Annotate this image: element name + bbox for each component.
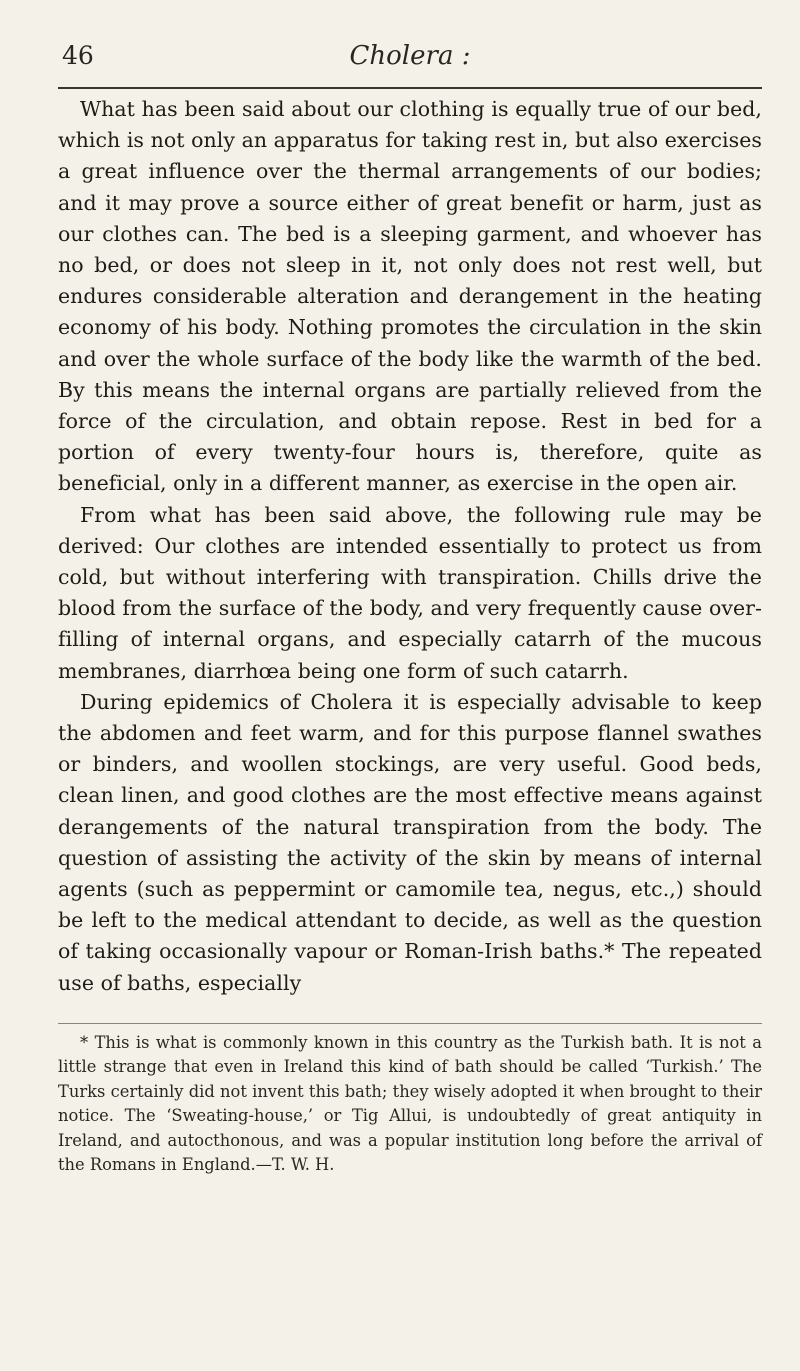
page-header (58, 40, 762, 80)
footnote-text: * This is what is commonly known in this country as the Turkish bath. It is not a little strange that even in Ireland this kind of bath should be called ‘Turkish.’ The Turks certainly did not invent this bath; they wisely adopted it when brought to their notice. The ‘Sweating-house,’ or Tig Allui, is undoubtedly of great antiquity in Ireland, and autocthonous, and was a popular institution long before the arrival of the Romans in England.—T. W. H. (58, 1033, 762, 1175)
running-title: Cholera : (349, 41, 471, 71)
main-text (58, 94, 762, 999)
footnote-rule (58, 1023, 762, 1024)
page-number: 46 (62, 41, 94, 70)
paragraph-bed: What has been said about our clothing is equally true of our bed, which is not only an apparatus for taking rest in, but also exercises a great influence over the thermal arrangements of our bodies; and it may prove a source either of great benefit or harm, just as our clothes can. The bed is a sleeping garment, and whoever has no bed, or does not sleep in it, not only does not rest well, but endures considerable alteration and derangement in the heating economy of his body. Nothing promotes the circulation in the skin and over the whole surface of the body like the warmth of the bed. By this means the internal organs are partially relieved from the force of the circulation, and obtain repose. Rest in bed for a portion of every twenty-four hours is, therefore, quite as beneficial, only in a different manner, as exercise in the open air. (58, 97, 762, 496)
footnote (58, 1031, 762, 1177)
paragraph-clothing-rule: From what has been said above, the following rule may be derived: Our clothes are intended essentially to protect us from cold, but without interfering with transpiration. Chills drive the blood from the surface of the body, and very frequently cause over-filling of internal organs, and especially catarrh of the mucous membranes, diarrhœa being one form of such catarrh. (58, 502, 762, 683)
header-rule (58, 87, 762, 89)
paragraph-epidemics: During epidemics of Cholera it is especially advisable to keep the abdomen and feet warm, and for this purpose flannel swathes or binders, and woollen stockings, are very useful. Good beds, clean linen, and good clothes are the most effective means against derangements of the natural transpiration from the body. The question of assisting the activity of the skin by means of internal agents (such as peppermint or camomile tea, negus, etc.,) should be left to the medical attendant to decide, as well as the question of taking occasionally vapour or Roman-Irish baths.* The repeated use of baths, especially (58, 689, 762, 995)
